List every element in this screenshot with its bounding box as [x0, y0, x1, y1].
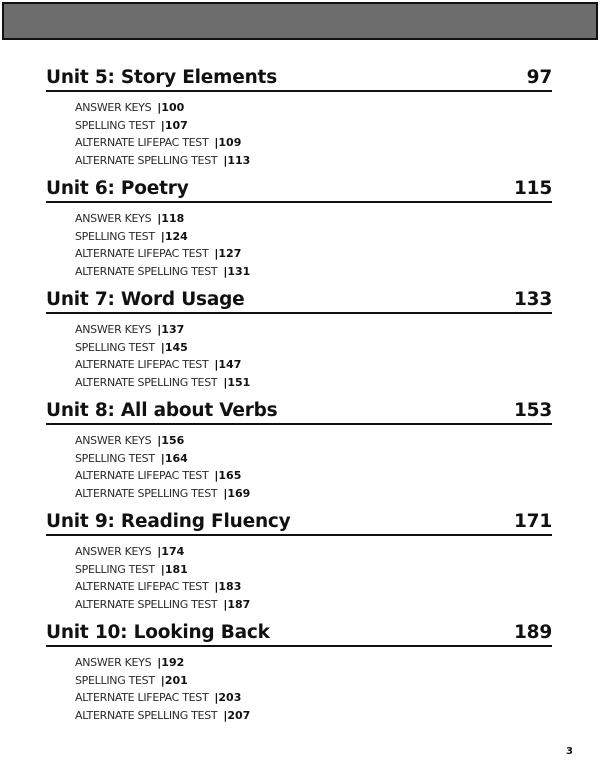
entry-list	[46, 314, 552, 391]
entry-label: ALTERNATE LIFEPAC TEST	[75, 691, 209, 704]
entry-page-number: |145	[160, 340, 188, 354]
entry-page-number: |165	[214, 469, 242, 482]
entry-page-number: |169	[223, 486, 251, 500]
unit-section	[46, 395, 552, 506]
entry-page-number: |151	[223, 375, 251, 389]
entry-label: ALTERNATE SPELLING TEST	[75, 708, 218, 722]
list-item	[75, 356, 552, 374]
list-item	[75, 432, 552, 450]
entry-label: ALTERNATE SPELLING TEST	[75, 375, 218, 389]
unit-page-number: 189	[513, 622, 552, 643]
unit-page-number: 115	[513, 178, 552, 199]
list-item	[75, 117, 552, 135]
entry-page-number: |109	[214, 136, 242, 149]
list-item	[75, 561, 552, 579]
unit-section	[46, 617, 552, 728]
header-bar	[2, 2, 598, 40]
entry-label: ALTERNATE LIFEPAC TEST	[75, 580, 209, 593]
entry-label: ALTERNATE SPELLING TEST	[75, 153, 218, 167]
list-item	[75, 654, 552, 672]
unit-section	[46, 62, 552, 173]
list-item	[75, 374, 552, 392]
list-item	[75, 99, 552, 117]
entry-page-number: |207	[223, 708, 251, 722]
unit-page-number: 153	[513, 400, 552, 421]
entry-label: ANSWER KEYS	[75, 545, 152, 558]
list-item	[75, 210, 552, 228]
page-number: 3	[566, 746, 573, 757]
unit-title: Unit 5: Story Elements	[46, 67, 278, 88]
unit-heading	[46, 284, 552, 314]
list-item	[75, 339, 552, 357]
entry-label: ANSWER KEYS	[75, 656, 152, 669]
entry-label: SPELLING TEST	[75, 673, 155, 687]
unit-heading	[46, 506, 552, 536]
entry-page-number: |100	[157, 101, 185, 114]
entry-label: ANSWER KEYS	[75, 434, 152, 447]
table-of-contents	[46, 62, 552, 728]
unit-section	[46, 506, 552, 617]
list-item	[75, 467, 552, 485]
entry-page-number: |187	[223, 597, 251, 611]
list-item	[75, 689, 552, 707]
entry-page-number: |137	[157, 323, 185, 336]
entry-page-number: |181	[160, 562, 188, 576]
unit-title: Unit 9: Reading Fluency	[46, 511, 291, 532]
unit-heading	[46, 617, 552, 647]
entry-page-number: |124	[160, 229, 188, 243]
unit-heading	[46, 395, 552, 425]
entry-label: ALTERNATE LIFEPAC TEST	[75, 358, 209, 371]
entry-label: SPELLING TEST	[75, 229, 155, 243]
list-item	[75, 672, 552, 690]
entry-label: ALTERNATE LIFEPAC TEST	[75, 247, 209, 260]
entry-page-number: |203	[214, 691, 242, 704]
unit-title: Unit 10: Looking Back	[46, 622, 270, 643]
unit-section	[46, 173, 552, 284]
list-item	[75, 485, 552, 503]
entry-label: ALTERNATE SPELLING TEST	[75, 264, 218, 278]
entry-label: ALTERNATE SPELLING TEST	[75, 486, 218, 500]
entry-page-number: |118	[157, 212, 185, 225]
unit-heading	[46, 62, 552, 92]
entry-label: ALTERNATE LIFEPAC TEST	[75, 469, 209, 482]
list-item	[75, 543, 552, 561]
entry-page-number: |174	[157, 545, 185, 558]
entry-label: ALTERNATE LIFEPAC TEST	[75, 136, 209, 149]
entry-list	[46, 425, 552, 502]
entry-label: ALTERNATE SPELLING TEST	[75, 597, 218, 611]
unit-section	[46, 284, 552, 395]
entry-list	[46, 92, 552, 169]
unit-title: Unit 6: Poetry	[46, 178, 189, 199]
entry-page-number: |183	[214, 580, 242, 593]
list-item	[75, 228, 552, 246]
entry-label: SPELLING TEST	[75, 118, 155, 132]
list-item	[75, 578, 552, 596]
list-item	[75, 596, 552, 614]
entry-list	[46, 203, 552, 280]
entry-page-number: |147	[214, 358, 242, 371]
unit-title: Unit 7: Word Usage	[46, 289, 245, 310]
list-item	[75, 707, 552, 725]
entry-list	[46, 536, 552, 613]
entry-page-number: |107	[160, 118, 188, 132]
unit-page-number: 171	[513, 511, 552, 532]
entry-label: ANSWER KEYS	[75, 323, 152, 336]
list-item	[75, 245, 552, 263]
list-item	[75, 134, 552, 152]
entry-page-number: |131	[223, 264, 251, 278]
unit-heading	[46, 173, 552, 203]
list-item	[75, 321, 552, 339]
entry-label: SPELLING TEST	[75, 451, 155, 465]
entry-label: SPELLING TEST	[75, 562, 155, 576]
list-item	[75, 152, 552, 170]
entry-list	[46, 647, 552, 724]
list-item	[75, 450, 552, 468]
unit-page-number: 133	[513, 289, 552, 310]
entry-page-number: |156	[157, 434, 185, 447]
entry-label: ANSWER KEYS	[75, 212, 152, 225]
list-item	[75, 263, 552, 281]
unit-page-number: 97	[526, 67, 552, 88]
entry-page-number: |201	[160, 673, 188, 687]
entry-page-number: |127	[214, 247, 242, 260]
entry-label: SPELLING TEST	[75, 340, 155, 354]
entry-page-number: |192	[157, 656, 185, 669]
unit-title: Unit 8: All about Verbs	[46, 400, 278, 421]
entry-label: ANSWER KEYS	[75, 101, 152, 114]
entry-page-number: |113	[223, 153, 251, 167]
entry-page-number: |164	[160, 451, 188, 465]
